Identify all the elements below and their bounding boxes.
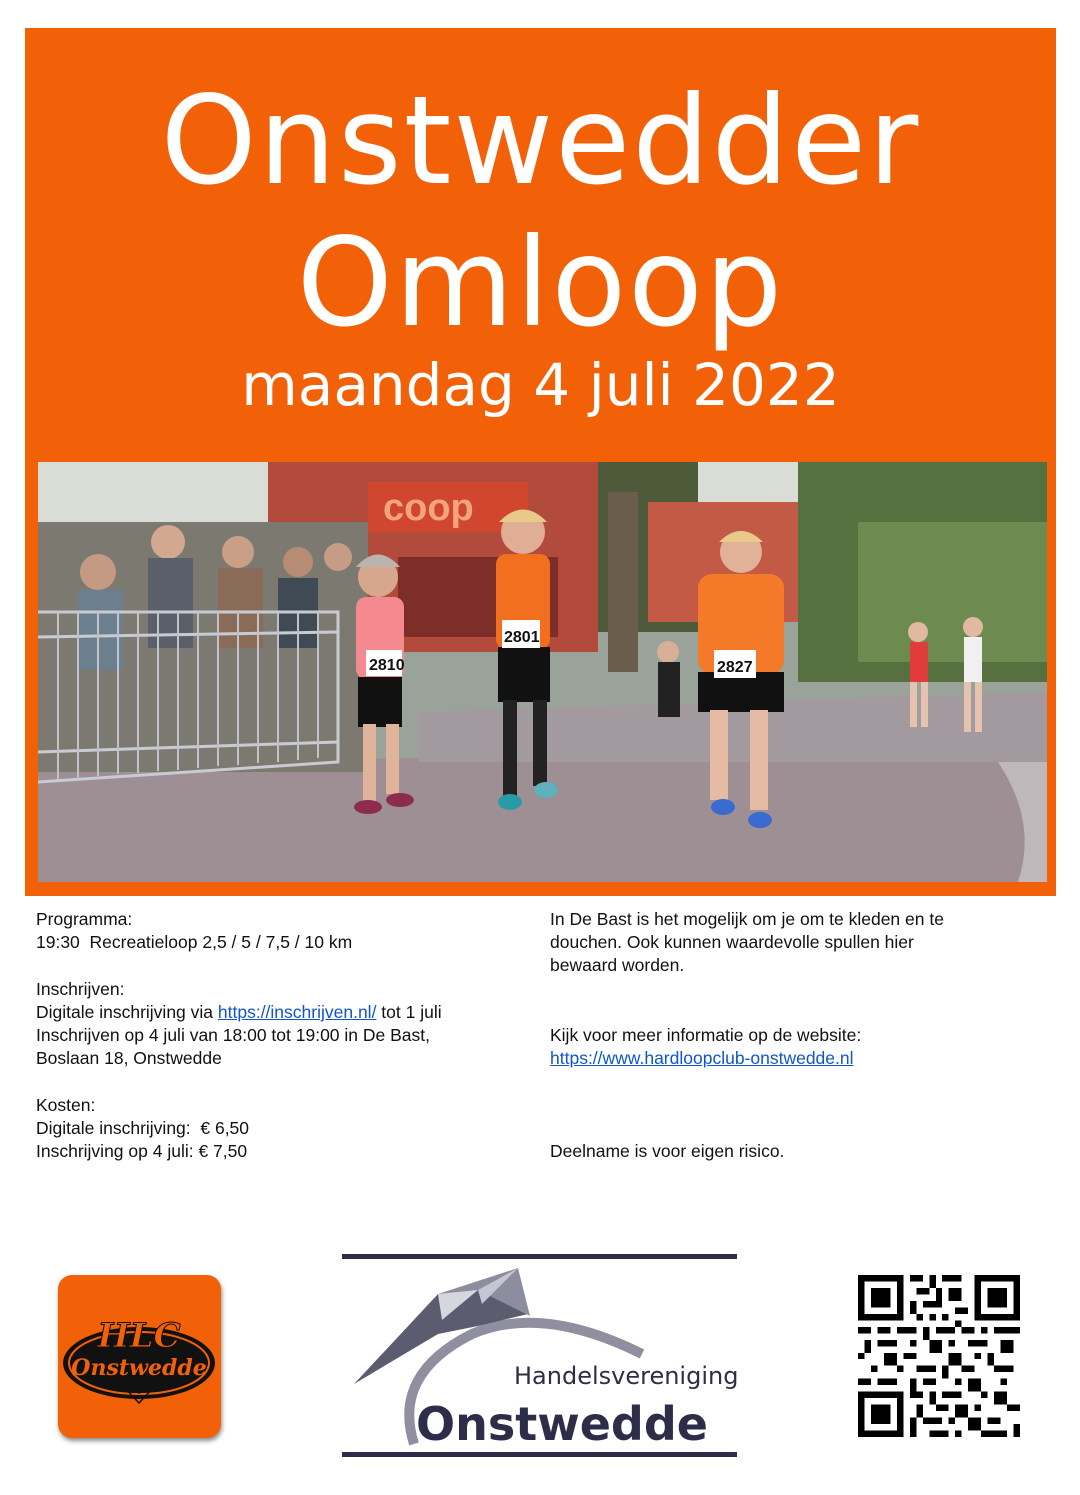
hv-logo-line1: Handelsvereniging xyxy=(514,1362,737,1390)
risk-notice: Deelname is voor eigen risico. xyxy=(550,1141,785,1162)
bib-number-3: 2827 xyxy=(717,659,753,676)
registration-onsite-line2: Boslaan 18, Onstwedde xyxy=(36,1048,222,1069)
costs-onsite: Inschrijving op 4 juli: € 7,50 xyxy=(36,1141,248,1162)
costs-heading: Kosten: xyxy=(36,1094,96,1115)
registration-heading: Inschrijven: xyxy=(36,978,125,999)
left-info-column xyxy=(36,908,526,1163)
changing-info-line2: douchen. Ook kunnen waardevolle spullen hier xyxy=(550,932,914,953)
qr-code xyxy=(858,1275,1020,1437)
changing-info-line3: bewaard worden. xyxy=(550,955,685,976)
program-line: 19:30 Recreatieloop 2,5 / 5 / 7,5 / 10 km xyxy=(36,932,353,953)
program-heading: Programma: xyxy=(36,909,133,929)
right-info-column xyxy=(550,908,1030,1163)
registration-link[interactable]: https://inschrijven.nl/ xyxy=(217,1001,377,1022)
runners-photo xyxy=(38,462,1047,882)
changing-info-line1: In De Bast is het mogelijk om je om te kleden en te xyxy=(550,909,944,929)
registration-onsite-line1: Inschrijven op 4 juli van 18:00 tot 19:00 in De Bast, xyxy=(36,1025,430,1046)
website-line: Kijk voor meer informatie op de website: xyxy=(550,1025,862,1046)
runners-photo-illustration xyxy=(38,462,1047,882)
hlc-logo-line2: Onstwedde xyxy=(71,1355,207,1381)
hv-logo-line2: Onstwedde xyxy=(416,1397,708,1451)
website-link[interactable]: https://www.hardloopclub-onstwedde.nl xyxy=(550,1048,854,1069)
registration-digital-prefix: Digitale inschrijving via xyxy=(36,1001,218,1022)
header-banner xyxy=(25,28,1056,896)
costs-digital: Digitale inschrijving: € 6,50 xyxy=(36,1117,250,1138)
event-date: maandag 4 juli 2022 xyxy=(241,351,840,419)
bib-number-2: 2801 xyxy=(504,629,540,646)
bib-number-1: 2810 xyxy=(369,657,405,674)
hlc-onstwedde-logo xyxy=(58,1275,221,1438)
registration-digital-line xyxy=(36,1001,526,1024)
registration-digital-suffix: tot 1 juli xyxy=(376,1001,442,1022)
store-sign: coop xyxy=(383,487,474,529)
hlc-logo-line1: HLC xyxy=(97,1316,181,1356)
event-title-line2: Omloop xyxy=(296,212,785,354)
handelsvereniging-logo xyxy=(342,1254,737,1460)
event-title-line1: Onstwedder xyxy=(160,70,921,212)
